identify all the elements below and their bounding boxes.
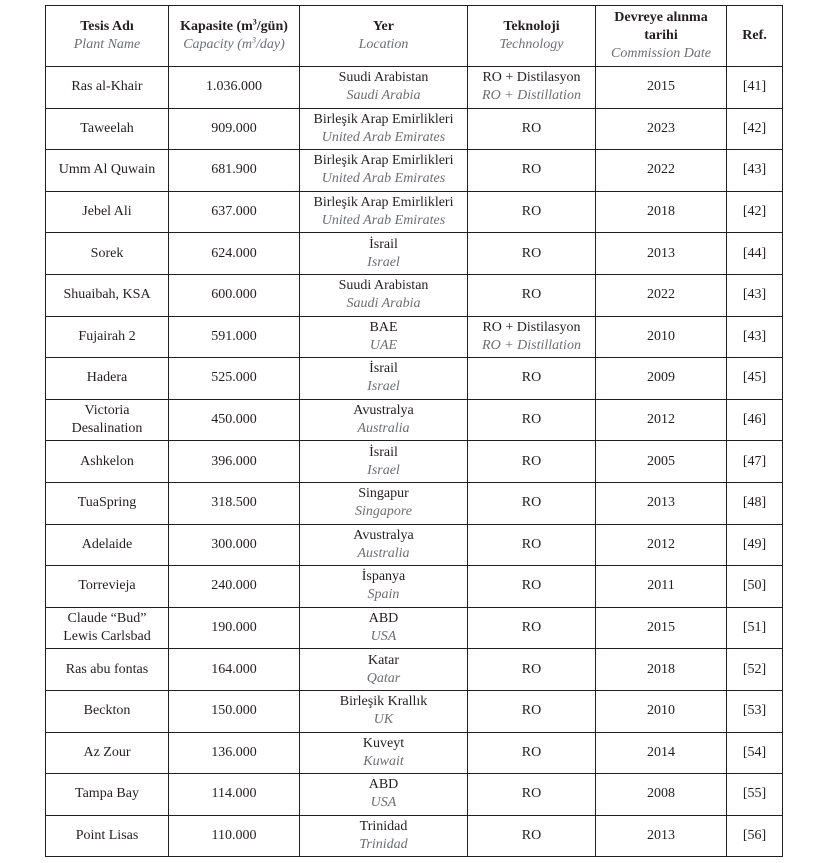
header-technology: Teknoloji Technology [468, 6, 596, 67]
header-ref: Ref. [727, 6, 783, 67]
table-row [46, 274, 783, 316]
reference-cell: [54] [727, 732, 783, 774]
header-capacity [169, 6, 300, 67]
reference-cell: [55] [727, 774, 783, 816]
technology-tr: RO [521, 703, 542, 719]
location-en: Saudi Arabia [346, 88, 421, 104]
reference-cell: [50] [727, 566, 783, 608]
header-plant-name: Tesis Adı Plant Name [46, 6, 169, 67]
technology-tr: RO [521, 827, 542, 843]
header-location: Yer Location [300, 6, 468, 67]
location-en: UAE [369, 337, 398, 353]
capacity-cell: 164.000 [169, 649, 300, 691]
location-tr: Trinidad [359, 818, 408, 834]
technology-cell [468, 316, 596, 358]
reference-cell: [42] [727, 191, 783, 233]
plant-name-cell: Fujairah 2 [46, 316, 169, 358]
table-row [46, 399, 783, 441]
reference-cell: [47] [727, 441, 783, 483]
technology-cell [468, 524, 596, 566]
technology-tr: RO + Distilasyon [482, 319, 581, 335]
plant-name-cell: Taweelah [46, 108, 169, 150]
technology-cell [468, 108, 596, 150]
commission-year-cell: 2018 [596, 649, 727, 691]
table-row [46, 482, 783, 524]
capacity-cell: 624.000 [169, 233, 300, 275]
location-en: Qatar [366, 670, 401, 686]
location-tr: Birleşik Krallık [339, 694, 428, 710]
plant-name-cell: Sorek [46, 233, 169, 275]
commission-year-cell: 2009 [596, 358, 727, 400]
location-cell [300, 815, 468, 857]
location-cell [300, 399, 468, 441]
technology-cell [468, 67, 596, 109]
location-tr: BAE [369, 319, 398, 335]
commission-year-cell: 2010 [596, 690, 727, 732]
location-en: Israel [367, 254, 400, 270]
capacity-cell: 110.000 [169, 815, 300, 857]
plant-name-cell: Umm Al Quwain [46, 150, 169, 192]
table-row [46, 524, 783, 566]
location-cell [300, 358, 468, 400]
capacity-cell: 190.000 [169, 607, 300, 649]
location-cell [300, 191, 468, 233]
location-en: Kuwait [363, 753, 404, 769]
location-cell [300, 150, 468, 192]
location-tr: İsrail [369, 361, 398, 377]
plant-name-cell: Ras al-Khair [46, 67, 169, 109]
location-tr: Avustralya [353, 403, 414, 419]
location-en: Trinidad [359, 836, 408, 852]
commission-year-cell: 2015 [596, 67, 727, 109]
location-en: USA [370, 629, 397, 645]
technology-tr: RO [521, 536, 542, 552]
location-en: UK [373, 712, 394, 728]
table-row [46, 649, 783, 691]
commission-year-cell: 2011 [596, 566, 727, 608]
technology-cell [468, 358, 596, 400]
header-capacity-tr: Kapasite $(m^3/gün)$ [180, 17, 288, 34]
capacity-cell: 637.000 [169, 191, 300, 233]
technology-cell [468, 399, 596, 441]
reference-cell: [41] [727, 67, 783, 109]
capacity-cell: 114.000 [169, 774, 300, 816]
commission-year-cell: 2018 [596, 191, 727, 233]
reference-cell: [46] [727, 399, 783, 441]
technology-tr: RO [521, 162, 542, 178]
commission-year-cell: 2005 [596, 441, 727, 483]
location-en: Spain [367, 587, 400, 603]
technology-tr: RO [521, 620, 542, 636]
location-cell [300, 108, 468, 150]
location-en: Australia [357, 421, 410, 437]
location-en: Singapore [354, 504, 413, 520]
capacity-cell: 591.000 [169, 316, 300, 358]
technology-cell [468, 233, 596, 275]
reference-cell: [51] [727, 607, 783, 649]
plant-name-cell: TuaSpring [46, 482, 169, 524]
table-row [46, 316, 783, 358]
location-cell [300, 233, 468, 275]
technology-cell [468, 690, 596, 732]
reference-cell: [52] [727, 649, 783, 691]
technology-cell [468, 274, 596, 316]
plant-name-cell: Adelaide [46, 524, 169, 566]
table-row [46, 774, 783, 816]
technology-cell [468, 150, 596, 192]
plant-name-cell: Az Zour [46, 732, 169, 774]
capacity-cell: 909.000 [169, 108, 300, 150]
technology-en: RO + Distillation [482, 337, 581, 353]
capacity-cell: 318.500 [169, 482, 300, 524]
location-en: USA [370, 795, 397, 811]
location-tr: Katar [367, 652, 400, 668]
technology-cell [468, 482, 596, 524]
plant-name-cell: Ashkelon [46, 441, 169, 483]
location-tr: İsrail [369, 444, 398, 460]
header-commission-date: Devreye alınma tarihi Commission Date [596, 6, 727, 67]
location-cell [300, 67, 468, 109]
location-en: Saudi Arabia [346, 296, 421, 312]
table-body [46, 67, 783, 857]
table-row [46, 233, 783, 275]
location-cell [300, 566, 468, 608]
technology-tr: RO [521, 120, 542, 136]
location-cell [300, 316, 468, 358]
commission-year-cell: 2015 [596, 607, 727, 649]
location-cell [300, 607, 468, 649]
location-en: Australia [357, 545, 410, 561]
location-cell [300, 649, 468, 691]
technology-tr: RO [521, 744, 542, 760]
commission-year-cell: 2014 [596, 732, 727, 774]
commission-year-cell: 2012 [596, 524, 727, 566]
commission-year-cell: 2012 [596, 399, 727, 441]
capacity-cell: 300.000 [169, 524, 300, 566]
technology-cell [468, 815, 596, 857]
location-cell [300, 732, 468, 774]
location-cell [300, 774, 468, 816]
commission-year-cell: 2013 [596, 815, 727, 857]
location-cell [300, 441, 468, 483]
location-cell [300, 482, 468, 524]
location-en: United Arab Emirates [321, 171, 446, 187]
technology-en: RO + Distillation [482, 88, 581, 104]
commission-year-cell: 2023 [596, 108, 727, 150]
commission-year-cell: 2013 [596, 482, 727, 524]
location-cell [300, 524, 468, 566]
commission-year-cell: 2010 [596, 316, 727, 358]
location-tr: Birleşik Arap Emirlikleri [313, 153, 454, 169]
table-row [46, 191, 783, 233]
capacity-cell: 136.000 [169, 732, 300, 774]
reference-cell: [45] [727, 358, 783, 400]
commission-year-cell: 2013 [596, 233, 727, 275]
capacity-cell: 1.036.000 [169, 67, 300, 109]
capacity-cell: 150.000 [169, 690, 300, 732]
reference-cell: [44] [727, 233, 783, 275]
technology-tr: RO [521, 287, 542, 303]
reference-cell: [49] [727, 524, 783, 566]
location-tr: Avustralya [353, 527, 414, 543]
technology-tr: RO [521, 495, 542, 511]
reference-cell: [43] [727, 274, 783, 316]
technology-cell [468, 649, 596, 691]
plant-name-cell: Jebel Ali [46, 191, 169, 233]
reference-cell: [42] [727, 108, 783, 150]
reference-cell: [43] [727, 150, 783, 192]
location-tr: ABD [368, 611, 399, 627]
commission-year-cell: 2008 [596, 774, 727, 816]
location-tr: İspanya [361, 569, 406, 585]
capacity-cell: 525.000 [169, 358, 300, 400]
location-tr: Singapur [358, 486, 409, 502]
location-tr: Kuveyt [362, 735, 405, 751]
plant-name-cell: Victoria Desalination [46, 399, 169, 441]
reference-cell: [43] [727, 316, 783, 358]
technology-cell [468, 191, 596, 233]
table-row [46, 690, 783, 732]
location-tr: Suudi Arabistan [338, 70, 429, 86]
commission-year-cell: 2022 [596, 150, 727, 192]
table-row [46, 67, 783, 109]
location-en: Israel [367, 379, 400, 395]
table-row [46, 815, 783, 857]
reference-cell: [53] [727, 690, 783, 732]
technology-tr: RO [521, 453, 542, 469]
table-row [46, 732, 783, 774]
table-row [46, 358, 783, 400]
reference-cell: [56] [727, 815, 783, 857]
technology-cell [468, 732, 596, 774]
plant-name-cell: Point Lisas [46, 815, 169, 857]
plant-name-cell: Shuaibah, KSA [46, 274, 169, 316]
table-row [46, 150, 783, 192]
technology-cell [468, 774, 596, 816]
table-row [46, 607, 783, 649]
location-cell [300, 690, 468, 732]
location-cell [300, 274, 468, 316]
capacity-cell: 450.000 [169, 399, 300, 441]
desalination-plants-table [45, 5, 783, 857]
technology-tr: RO [521, 370, 542, 386]
table-row [46, 441, 783, 483]
technology-cell [468, 607, 596, 649]
location-tr: Birleşik Arap Emirlikleri [313, 195, 454, 211]
technology-tr: RO [521, 245, 542, 261]
table-row [46, 108, 783, 150]
technology-tr: RO + Distilasyon [482, 70, 581, 86]
location-en: United Arab Emirates [321, 213, 446, 229]
plant-name-cell: Claude “Bud” Lewis Carlsbad [46, 607, 169, 649]
plant-name-cell: Torrevieja [46, 566, 169, 608]
technology-tr: RO [521, 661, 542, 677]
plant-name-cell: Beckton [46, 690, 169, 732]
technology-tr: RO [521, 578, 542, 594]
capacity-cell: 600.000 [169, 274, 300, 316]
commission-year-cell: 2022 [596, 274, 727, 316]
technology-cell [468, 441, 596, 483]
location-tr: Suudi Arabistan [338, 278, 429, 294]
capacity-cell: 681.900 [169, 150, 300, 192]
technology-tr: RO [521, 786, 542, 802]
capacity-cell: 240.000 [169, 566, 300, 608]
location-tr: ABD [368, 777, 399, 793]
plant-name-cell: Tampa Bay [46, 774, 169, 816]
capacity-cell: 396.000 [169, 441, 300, 483]
location-en: United Arab Emirates [321, 129, 446, 145]
location-tr: İsrail [369, 236, 398, 252]
table-row [46, 566, 783, 608]
technology-tr: RO [521, 204, 542, 220]
reference-cell: [48] [727, 482, 783, 524]
plant-name-cell: Hadera [46, 358, 169, 400]
technology-cell [468, 566, 596, 608]
table-header-row [46, 6, 783, 67]
location-tr: Birleşik Arap Emirlikleri [313, 111, 454, 127]
header-capacity-en: Capacity $(m^3/day)$ [183, 35, 285, 52]
location-en: Israel [367, 462, 400, 478]
technology-tr: RO [521, 412, 542, 428]
plant-name-cell: Ras abu fontas [46, 649, 169, 691]
